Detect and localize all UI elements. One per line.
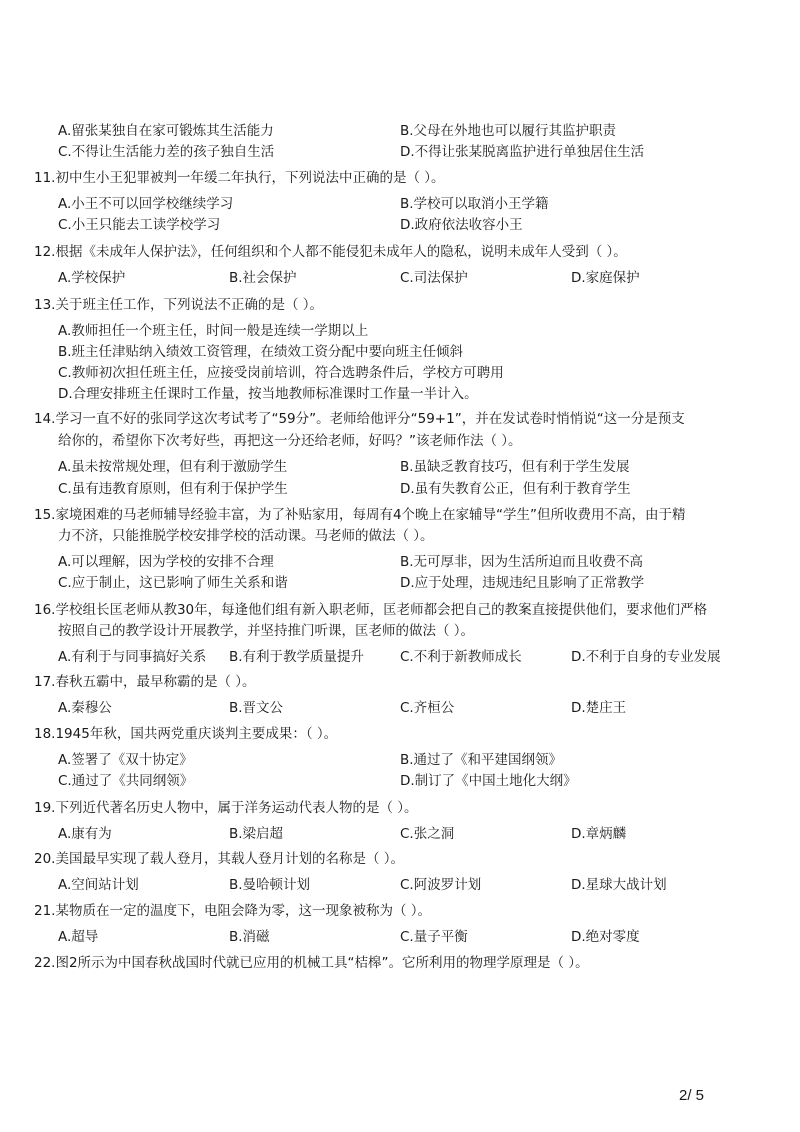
q14-option-b: B.虽缺乏教育技巧，但有利于学生发展 [400, 459, 630, 475]
q19-option-c: C.张之洞 [400, 826, 455, 842]
q15-option-a: A.可以理解，因为学校的安排不合理 [58, 554, 274, 570]
q13-stem: 13.关于班主任工作，下列说法不正确的是（ ）。 [34, 297, 324, 313]
q15-stem-line2: 力不济，只能推脱学校安排学校的活动课。马老师的做法（ ）。 [58, 528, 434, 544]
q18-option-c: C.通过了《共同纲领》 [58, 773, 194, 789]
q16-stem-line1: 16.学校组长匡老师从教30年，每逢他们组有新入职老师，匡老师都会把自己的教案直接提供他们，要求他们严格 [34, 602, 708, 618]
q21-stem: 21.某物质在一定的温度下，电阻会降为零，这一现象被称为（ ）。 [34, 903, 432, 919]
q13-option-a: A.教师担任一个班主任，时间一般是连续一学期以上 [58, 323, 369, 339]
q11-option-a: A.小王不可以回学校继续学习 [58, 196, 234, 212]
q12-option-d: D.家庭保护 [571, 270, 640, 286]
q15-stem-line1: 15.家境困难的马老师辅导经验丰富，为了补贴家用，每周有4个晚上在家辅导“学生”但所收费用不高，由于精 [34, 507, 686, 523]
q13-option-b: B.班主任津贴纳入绩效工资管理，在绩效工资分配中要向班主任倾斜 [58, 344, 464, 360]
q20-option-c: C.阿波罗计划 [400, 877, 482, 893]
q22-stem: 22.图2所示为中国春秋战国时代就已应用的机械工具“桔槔”。它所利用的物理学原理是（ ）。 [34, 955, 589, 971]
q12-option-c: C.司法保护 [400, 270, 468, 286]
q18-option-d: D.制订了《中国土地化大纲》 [400, 773, 577, 789]
q16-option-c: C.不利于新教师成长 [400, 649, 522, 665]
q20-option-d: D.星球大战计划 [571, 877, 667, 893]
page-number: 2/ 5 [679, 1087, 705, 1104]
q10-option-a: A.留张某独自在家可锻炼其生活能力 [58, 123, 274, 139]
q21-option-a: A.超导 [58, 929, 99, 945]
q17-option-b: B.晋文公 [229, 700, 284, 716]
q20-option-b: B.曼哈顿计划 [229, 877, 311, 893]
q19-stem: 19.下列近代著名历史人物中，属于洋务运动代表人物的是（ ）。 [34, 800, 418, 816]
q14-option-d: D.虽有失教育公正，但有利于教育学生 [400, 481, 631, 497]
q21-option-b: B.消磁 [229, 929, 270, 945]
q11-stem: 11.初中生小王犯罪被判一年缓二年执行，下列说法中正确的是（ ）。 [34, 170, 445, 186]
q12-stem: 12.根据《未成年人保护法》，任何组织和个人都不能侵犯未成年人的隐私，说明未成年人受到（ ）。 [34, 244, 627, 260]
q13-option-c: C.教师初次担任班主任，应接受岗前培训，符合选聘条件后，学校方可聘用 [58, 365, 504, 381]
q14-stem-line2: 给你的，希望你下次考好些，再把这一分还给老师，好吗？”该老师作法（ ）。 [58, 433, 522, 449]
q16-option-a: A.有利于与同事搞好关系 [58, 649, 207, 665]
q16-option-b: B.有利于教学质量提升 [229, 649, 365, 665]
q16-option-d: D.不利于自身的专业发展 [571, 649, 721, 665]
q15-option-c: C.应于制止，这已影响了师生关系和谐 [58, 575, 288, 591]
q11-option-d: D.政府依法收容小王 [400, 217, 523, 233]
q21-option-d: D.绝对零度 [571, 929, 640, 945]
q18-stem: 18.1945年秋，国共两党重庆谈判主要成果：（ ）。 [34, 726, 338, 742]
q14-stem-line1: 14.学习一直不好的张同学这次考试考了“59分”。老师给他评分“59+1”，并在发试卷时悄悄说“这一分是预支 [34, 411, 685, 427]
q15-option-d: D.应于处理，违规违纪且影响了正常教学 [400, 575, 645, 591]
q14-option-c: C.虽有违教育原则，但有利于保护学生 [58, 481, 288, 497]
q19-option-a: A.康有为 [58, 826, 112, 842]
q18-option-b: B.通过了《和平建国纲领》 [400, 752, 563, 768]
q21-option-c: C.量子平衡 [400, 929, 468, 945]
q10-option-b: B.父母在外地也可以履行其监护职责 [400, 123, 617, 139]
q17-stem: 17.春秋五霸中，最早称霸的是（ ）。 [34, 674, 256, 690]
q13-option-d: D.合理安排班主任课时工作量，按当地教师标准课时工作量一半计入。 [58, 386, 478, 402]
q14-option-a: A.虽未按常规处理，但有利于激励学生 [58, 459, 288, 475]
q17-option-c: C.齐桓公 [400, 700, 455, 716]
q17-option-a: A.秦穆公 [58, 700, 112, 716]
q11-option-c: C.小王只能去工读学校学习 [58, 217, 221, 233]
q20-stem: 20.美国最早实现了载人登月，其载人登月计划的名称是（ ）。 [34, 851, 405, 867]
q20-option-a: A.空间站计划 [58, 877, 139, 893]
q12-option-b: B.社会保护 [229, 270, 297, 286]
q10-option-c: C.不得让生活能力差的孩子独自生活 [58, 144, 275, 160]
q18-option-a: A.签署了《双十协定》 [58, 752, 193, 768]
q11-option-b: B.学校可以取消小王学籍 [400, 196, 549, 212]
q10-option-d: D.不得让张某脱离监护进行单独居住生活 [400, 144, 645, 160]
q12-option-a: A.学校保护 [58, 270, 126, 286]
q15-option-b: B.无可厚非，因为生活所迫而且收费不高 [400, 554, 644, 570]
q16-stem-line2: 按照自己的教学设计开展教学，并坚持推门听课，匡老师的做法（ ）。 [58, 623, 475, 639]
q19-option-b: B.梁启超 [229, 826, 284, 842]
q17-option-d: D.楚庄王 [571, 700, 627, 716]
q19-option-d: D.章炳麟 [571, 826, 627, 842]
